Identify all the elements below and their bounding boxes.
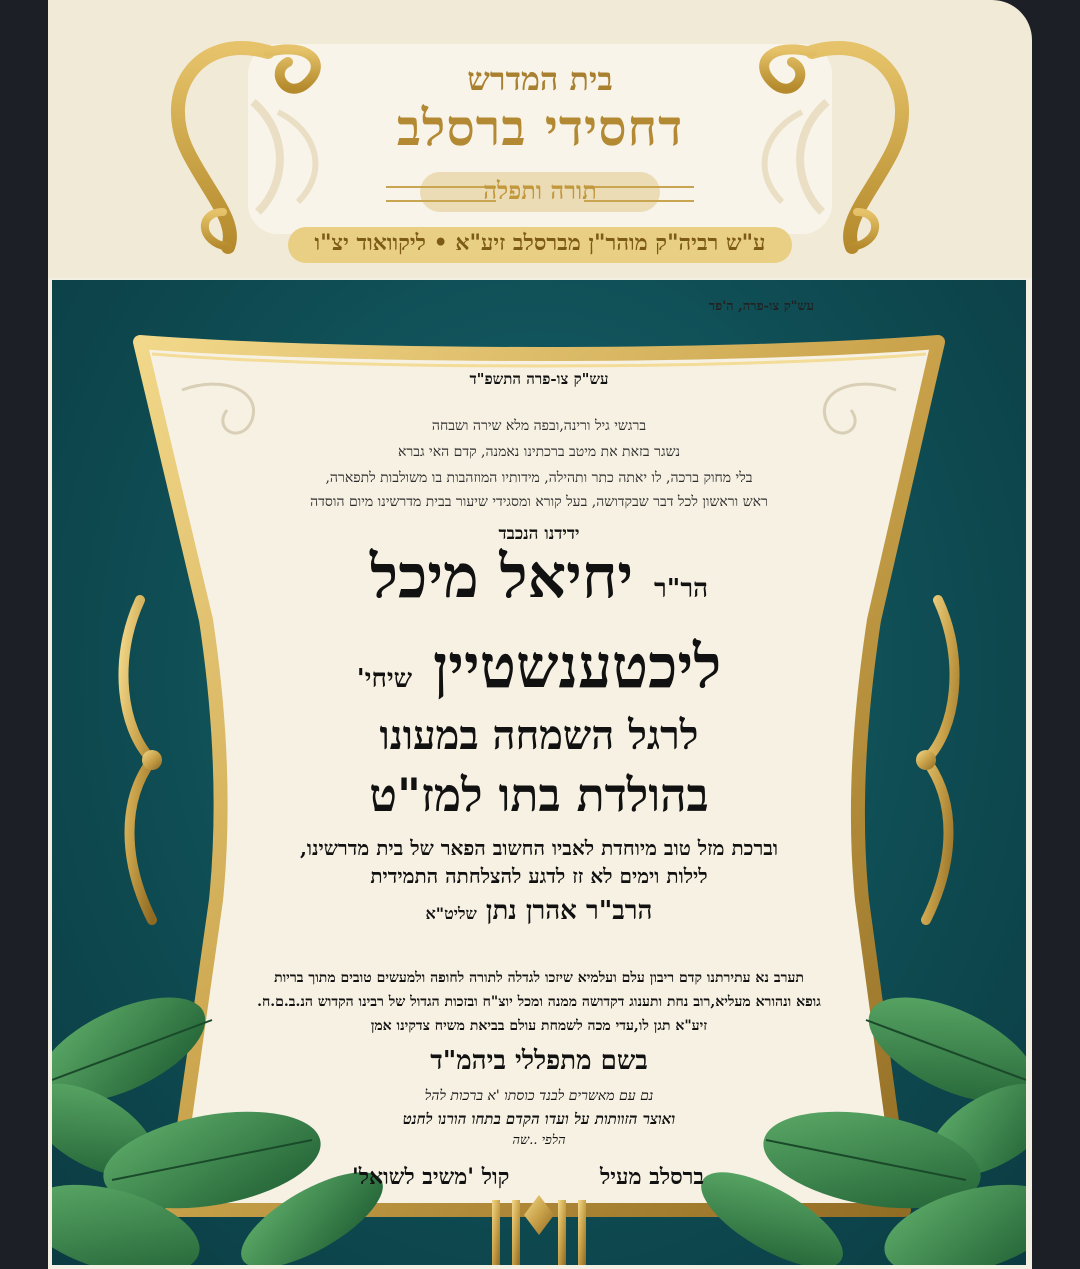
header-title-line1: בית המדרש — [467, 60, 613, 98]
footer-line-3: הלפי ..שה — [512, 1133, 566, 1148]
blessing-line-2: לילות וימים לא זז לדגע להצלחתה התמידית — [370, 864, 708, 888]
honoree-last-name: ליכטענשטיין — [432, 632, 722, 702]
intro-line-2: נשגר בזאת את מיטב ברכתינו נאמנה, קדם האי גברא — [397, 444, 681, 460]
footer-line-2: ואוצר הזוותות על ועדו הקדם בתחו הורנו לחנט — [402, 1110, 676, 1128]
signature: בשם מתפללי ביהמ"ד — [430, 1046, 648, 1076]
org-name-left: קול 'משיב לשואל' — [352, 1164, 510, 1190]
honoree-name-line2 — [52, 632, 1026, 702]
father-given-name: אהרן נתן — [485, 896, 577, 926]
intro-line-1: ברגשי גיל ורינה,ובפה מלא שירה ושבחה — [431, 418, 647, 434]
intro-line-3: בלי מחוק ברכה, לו יאתה כתר ותהילה, מידותיו המוזהבות בו משולבות לתפארה, — [325, 470, 753, 486]
honoree-suffix: שיחי' — [356, 664, 413, 694]
father-title: הרב"ר — [585, 896, 653, 926]
header-title-line2: דחסידי ברסלב — [396, 98, 684, 157]
top-date-small: עש"ק צו-פרה, ה'פד — [708, 299, 814, 314]
blessing-line-1: וברכת מזל טוב מיוחדת לאביו החשוב הפאר של בית מדרשינו, — [299, 836, 779, 860]
occasion: לרגל השמחה במעונו — [379, 712, 699, 759]
father-suffix: שליט"א — [425, 904, 477, 923]
wish-line-3: זיע"א תגן לו,עדי מכה לשמחת עולם בביאת משיח צדקינו אמן — [370, 1018, 708, 1034]
intro-line-4: ראש וראשון לכל דבר שבקדושה, בעל קורא ומסגידי שיעור בבית מדרשינו מיום הוסדה — [310, 494, 768, 510]
wish-line-1: תערב נא עתירתנו קדם ריבון עלם ועלמיא שיזכו לגדלה לתורה לחופה ולמעשים טובים מתוך בריות — [274, 970, 804, 986]
card-date: עש"ק צו-פרה התשפ"ד — [469, 370, 609, 388]
invitation-panel — [52, 280, 1026, 1265]
honoree-title: הר"ר — [654, 574, 709, 604]
header-banner — [48, 0, 1032, 278]
header-subtitle: תורה ותפלה — [483, 176, 597, 205]
invitation-page — [48, 0, 1032, 1269]
footer-line-1: נם עם מאשרים לבנד כוסתו 'א ברכות להל — [424, 1088, 654, 1104]
org-name-right: ברסלב מעיל — [600, 1164, 705, 1190]
honoree-first-name: יחיאל מיכל — [369, 542, 634, 612]
greeting: ידידנו הנכבד — [498, 524, 580, 544]
father-name — [52, 896, 1026, 926]
birth-announcement: בהולדת בתו למז"ט — [369, 768, 709, 822]
header-address: ע"ש רביה"ק מוהר"ן מברסלב זיע"א • ליקוואוד יצ"ו — [314, 230, 766, 256]
honoree-name-line1 — [52, 542, 1026, 612]
wish-line-2: גופא ונהורא מעליא,רוב נחת ותענוג דקדושה ממנה ומכל יוצ"ח ובזכות הגדול של רבינו הקדוש הנ.ב.ם.ח. — [257, 994, 821, 1010]
